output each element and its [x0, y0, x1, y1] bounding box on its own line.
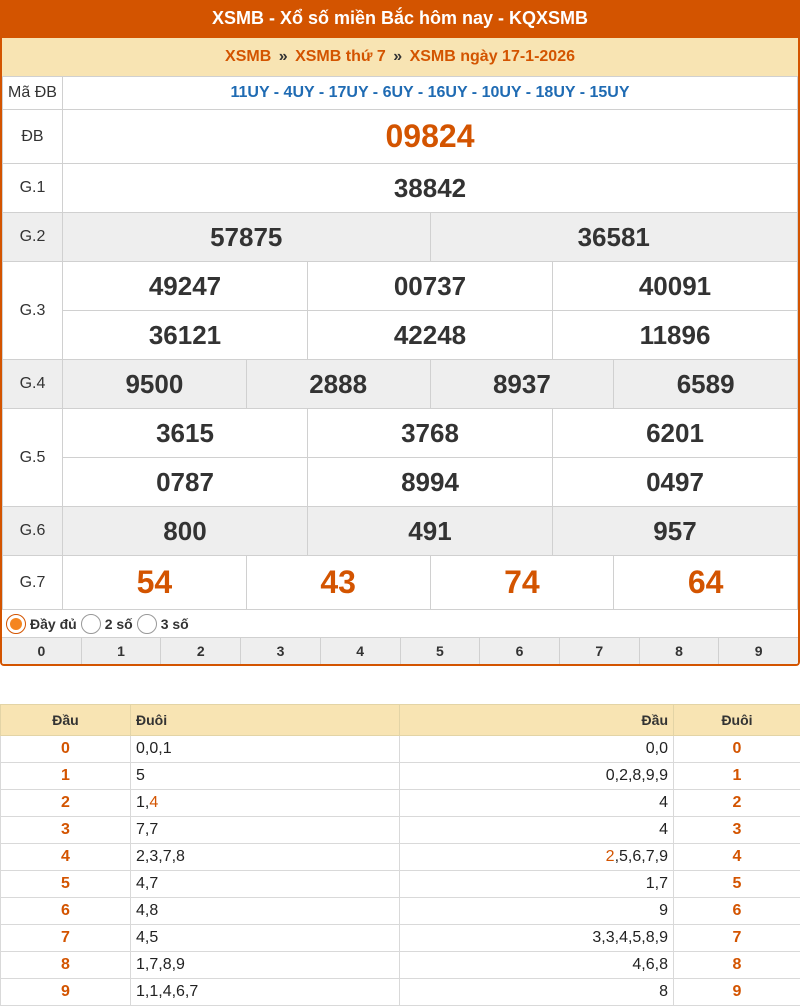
- digit-button-6[interactable]: 6: [480, 638, 560, 664]
- digit-button-8[interactable]: 8: [640, 638, 720, 664]
- breadcrumb-link-xsmb[interactable]: XSMB: [225, 48, 272, 65]
- dau-cell: 0: [1, 736, 131, 763]
- prize-g3-number: 11896: [553, 311, 798, 360]
- dau-cell: 6: [1, 898, 131, 925]
- prize-g3-number: 42248: [308, 311, 553, 360]
- prize-g7-number: 54: [63, 556, 247, 610]
- number-token: 7: [645, 848, 655, 865]
- dau-right-cell: 4,6,8: [400, 952, 674, 979]
- duoi-cell: 1,4: [131, 790, 400, 817]
- dau-right-cell: 9: [400, 898, 674, 925]
- option-label: Đầy đủ: [30, 615, 77, 632]
- header-dau: Đầu: [400, 705, 674, 736]
- dau-right-cell: 3,3,4,5,8,9: [400, 925, 674, 952]
- table-row: [1, 790, 800, 817]
- special-prize-number: 09824: [63, 110, 798, 164]
- prize-g4-number: 6589: [614, 360, 798, 409]
- duoi-cell: 7,7: [131, 817, 400, 844]
- breadcrumb-separator: »: [278, 48, 288, 65]
- number-token: 4: [149, 794, 159, 811]
- prize-label-g5: G.5: [3, 409, 63, 507]
- prize-label-g6: G.6: [3, 507, 63, 556]
- duoi-cell: 1,7,8,9: [131, 952, 400, 979]
- digit-button-5[interactable]: 5: [401, 638, 481, 664]
- table-row: [1, 952, 800, 979]
- duoi-cell: 4,8: [131, 898, 400, 925]
- table-row: [1, 763, 800, 790]
- dau-cell: 2: [1, 790, 131, 817]
- dau-right-cell: 1,7: [400, 871, 674, 898]
- duoi-cell: 2,3,7,8: [131, 844, 400, 871]
- breadcrumb-separator: »: [393, 48, 403, 65]
- prize-g3-number: 49247: [63, 262, 308, 311]
- dau-cell: 7: [1, 925, 131, 952]
- table-row: [1, 898, 800, 925]
- prize-g3-number: 40091: [553, 262, 798, 311]
- madb-codes: 11UY - 4UY - 17UY - 6UY - 16UY - 10UY - 18UY - 15UY: [63, 77, 798, 110]
- radio-icon[interactable]: [81, 614, 101, 634]
- dau-right-cell: 8: [400, 979, 674, 1006]
- prize-g3-number: 36121: [63, 311, 308, 360]
- radio-icon[interactable]: [137, 614, 157, 634]
- digit-filter-bar: [2, 638, 798, 664]
- duoi-right-cell: 1: [674, 763, 800, 790]
- dau-cell: 4: [1, 844, 131, 871]
- dau-right-cell: 0,0: [400, 736, 674, 763]
- prize-label-g7: G.7: [3, 556, 63, 610]
- prize-g7-number: 43: [246, 556, 430, 610]
- prize-g6-number: 957: [553, 507, 798, 556]
- number-token: 2: [605, 848, 615, 865]
- dau-right-cell: 4: [400, 817, 674, 844]
- prize-g4-number: 8937: [430, 360, 614, 409]
- digit-button-9[interactable]: 9: [754, 643, 763, 659]
- table-row: [1, 925, 800, 952]
- header-duoi: Đuôi: [674, 705, 800, 736]
- prize-g5-number: 8994: [308, 458, 553, 507]
- prize-g5-number: 0787: [63, 458, 308, 507]
- prize-g2-number: 36581: [430, 213, 798, 262]
- prize-g2-number: 57875: [63, 213, 431, 262]
- duoi-right-cell: 4: [674, 844, 800, 871]
- duoi-cell: 4,7: [131, 871, 400, 898]
- prize-label-g3: G.3: [3, 262, 63, 360]
- prize-g5-number: 0497: [553, 458, 798, 507]
- prize-g7-number: 74: [430, 556, 614, 610]
- dau-cell: 9: [1, 979, 131, 1006]
- display-options: [2, 610, 798, 638]
- digit-button-7[interactable]: 7: [560, 638, 640, 664]
- prize-g5-number: 6201: [553, 409, 798, 458]
- number-token: 6: [632, 848, 642, 865]
- dau-cell: 1: [1, 763, 131, 790]
- option-2-digits[interactable]: [81, 614, 133, 634]
- prize-g6-number: 800: [63, 507, 308, 556]
- dau-right-cell: 2,5,6,7,9: [400, 844, 674, 871]
- dau-duoi-table: [0, 704, 800, 1006]
- prize-label-g4: G.4: [3, 360, 63, 409]
- table-row: [1, 817, 800, 844]
- table-row: [1, 736, 800, 763]
- duoi-right-cell: 6: [674, 898, 800, 925]
- dau-cell: 3: [1, 817, 131, 844]
- duoi-cell: 1,1,4,6,7: [131, 979, 400, 1006]
- prize-g6-number: 491: [308, 507, 553, 556]
- duoi-cell: 0,0,1: [131, 736, 400, 763]
- duoi-right-cell: 8: [674, 952, 800, 979]
- duoi-cell: 5: [131, 763, 400, 790]
- prize-label-db: ĐB: [3, 110, 63, 164]
- prize-label-g2: G.2: [3, 213, 63, 262]
- header-dau: Đầu: [1, 705, 131, 736]
- digit-button-0[interactable]: 0: [2, 638, 82, 664]
- prize-g7-number: 64: [614, 556, 798, 610]
- number-token: 1: [136, 794, 145, 811]
- prize-g4-number: 9500: [63, 360, 247, 409]
- duoi-right-cell: 3: [674, 817, 800, 844]
- duoi-right-cell: 5: [674, 871, 800, 898]
- digit-button-1[interactable]: 1: [82, 638, 162, 664]
- header-duoi: Đuôi: [131, 705, 400, 736]
- digit-button-3[interactable]: 3: [241, 638, 321, 664]
- digit-button-2[interactable]: 2: [161, 638, 241, 664]
- table-row: [1, 871, 800, 898]
- option-label: 3 số: [160, 615, 189, 632]
- dau-right-cell: 0,2,8,9,9: [400, 763, 674, 790]
- duoi-right-cell: 7: [674, 925, 800, 952]
- dau-right-cell: 4: [400, 790, 674, 817]
- duoi-cell: 4,5: [131, 925, 400, 952]
- prize-g4-number: 2888: [246, 360, 430, 409]
- page-title: XSMB - Xổ số miền Bắc hôm nay - KQXSMB: [2, 0, 798, 38]
- prize-g5-number: 3768: [308, 409, 553, 458]
- prize-g5-number: 3615: [63, 409, 308, 458]
- breadcrumb-link-thu7[interactable]: XSMB thứ 7: [295, 48, 386, 65]
- dau-cell: 5: [1, 871, 131, 898]
- breadcrumb-link-date[interactable]: XSMB ngày 17-1-2026: [409, 48, 575, 65]
- table-row: [1, 844, 800, 871]
- duoi-right-cell: 0: [674, 736, 800, 763]
- number-token: 5: [619, 848, 628, 865]
- option-label: 2 số: [104, 615, 133, 632]
- number-token: 9: [659, 848, 668, 865]
- prize-g1-number: 38842: [63, 164, 798, 213]
- option-3-digits[interactable]: [137, 614, 189, 634]
- breadcrumb: [2, 38, 798, 76]
- prize-label-g1: G.1: [3, 164, 63, 213]
- prize-g3-number: 00737: [308, 262, 553, 311]
- radio-selected-icon[interactable]: [6, 614, 26, 634]
- digit-button-4[interactable]: 4: [321, 638, 401, 664]
- madb-label: Mã ĐB: [3, 77, 63, 110]
- results-table: [2, 76, 798, 610]
- duoi-right-cell: 9: [674, 979, 800, 1006]
- duoi-right-cell: 2: [674, 790, 800, 817]
- dau-cell: 8: [1, 952, 131, 979]
- table-row: [1, 979, 800, 1006]
- option-full[interactable]: [6, 614, 77, 634]
